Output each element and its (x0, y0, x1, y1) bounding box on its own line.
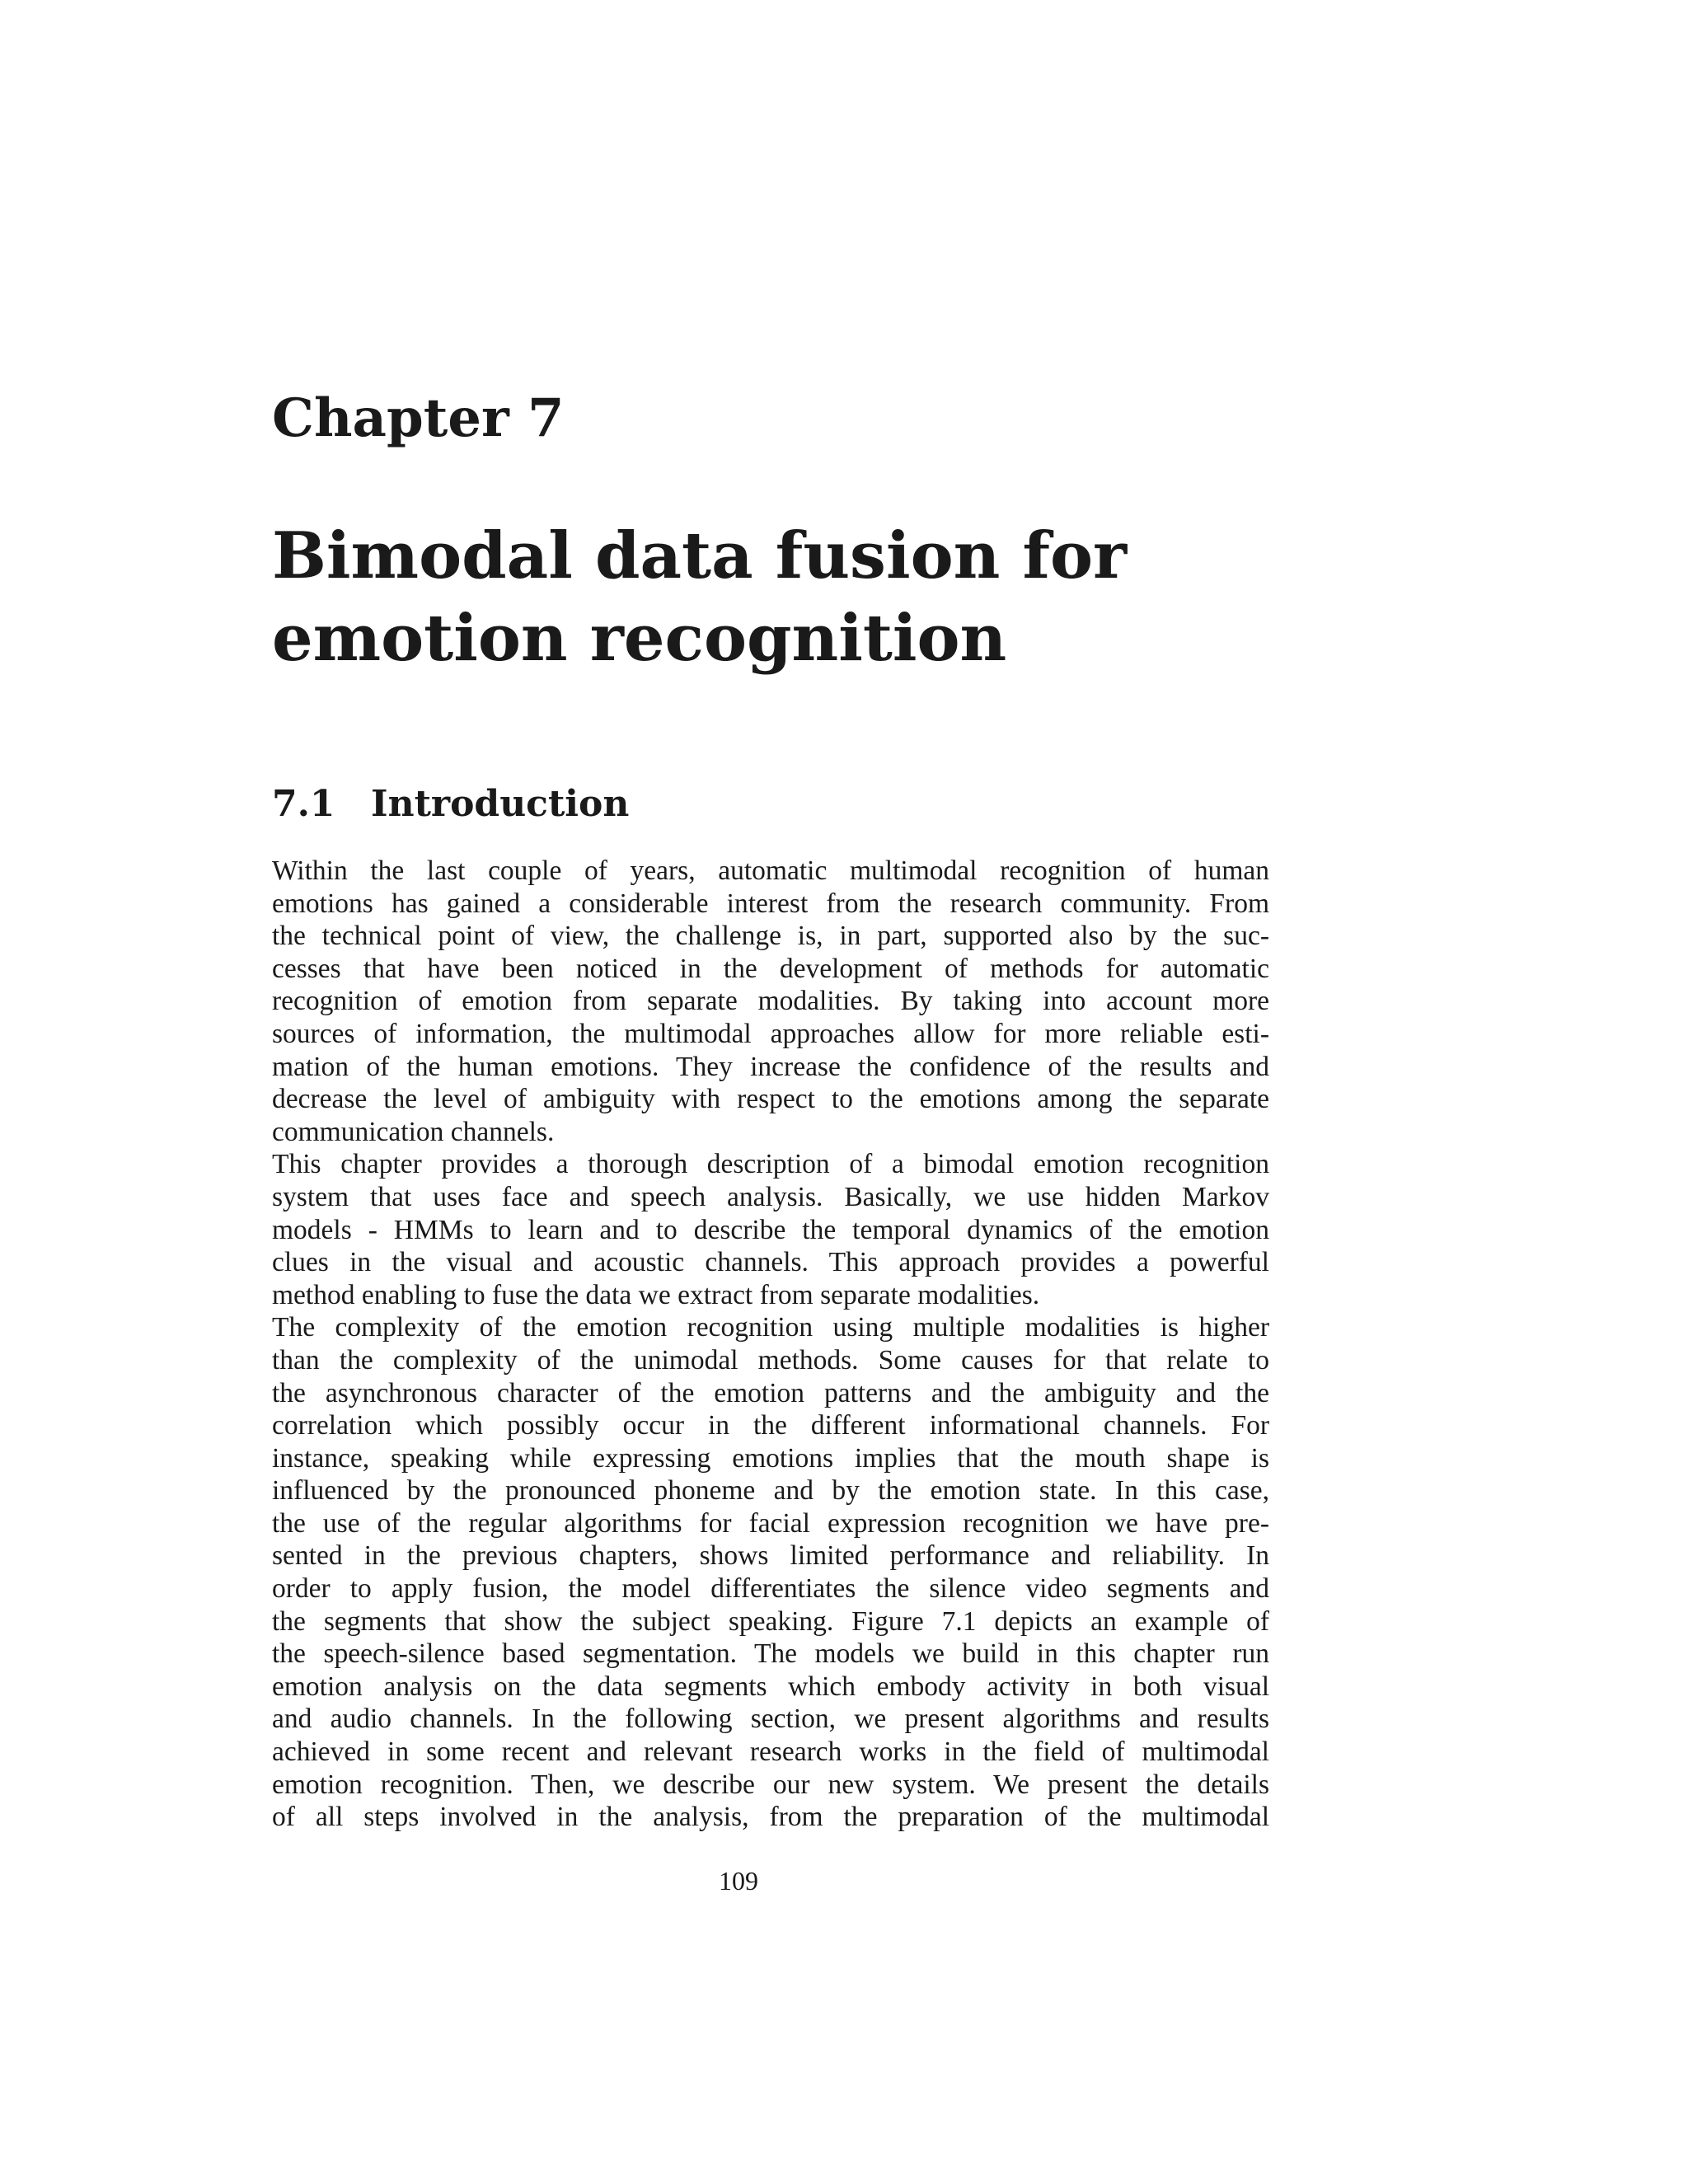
text-line: the segments that show the subject speaking. Figure 7.1 depicts an example of (272, 1605, 1269, 1637)
text-line: influenced by the pronounced phoneme and by the emotion state. In this case, (272, 1475, 1269, 1507)
text-line: method enabling to fuse the data we extract from separate modalities. (272, 1279, 1040, 1310)
text-line: than the complexity of the unimodal methods. Some causes for that relate to (272, 1344, 1269, 1376)
text-line: emotion analysis on the data segments which embody activity in both visual (272, 1671, 1269, 1702)
text-line: cesses that have been noticed in the development of methods for automatic (272, 953, 1269, 984)
chapter-title-line: emotion recognition (272, 601, 1007, 676)
text-line: and audio channels. In the following section, we present algorithms and results (272, 1704, 1269, 1735)
text-line: emotions has gained a considerable interest from the research community. From (272, 888, 1269, 919)
text-line: the speech-silence based segmentation. The models we build in this chapter run (272, 1638, 1269, 1670)
text-line: the asynchronous character of the emotion patterns and the ambiguity and the (272, 1377, 1269, 1408)
text-line: achieved in some recent and relevant research works in the field of multimodal (272, 1736, 1269, 1768)
text-line: communication channels. (272, 1116, 555, 1147)
text-line: sented in the previous chapters, shows limited performance and reliability. In (272, 1540, 1269, 1572)
text-line: This chapter provides a thorough description of a bimodal emotion recognition (272, 1149, 1269, 1180)
chapter-title-line: Bimodal data fusion for (272, 518, 1128, 593)
text-line: clues in the visual and acoustic channels. This approach provides a powerful (272, 1247, 1269, 1278)
section-heading (272, 781, 629, 827)
text-line: The complexity of the emotion recognition using multiple modalities is higher (272, 1312, 1269, 1343)
text-line: recognition of emotion from separate modalities. By taking into account more (272, 986, 1269, 1017)
text-line: the use of the regular algorithms for facial expression recognition we have pre- (272, 1507, 1269, 1539)
body-text (272, 855, 1269, 1834)
chapter-title (272, 515, 1426, 680)
text-line: instance, speaking while expressing emotions implies that the mouth shape is (272, 1442, 1269, 1474)
section-number: 7.1 (272, 783, 335, 825)
page-number: 109 (719, 1866, 758, 1896)
text-line: correlation which possibly occur in the different informational channels. For (272, 1410, 1269, 1441)
text-line: sources of information, the multimodal approaches allow for more reliable esti- (272, 1018, 1269, 1049)
text-line: emotion recognition. Then, we describe our new system. We present the details (272, 1769, 1269, 1800)
text-line: the technical point of view, the challenge is, in part, supported also by the suc- (272, 921, 1269, 952)
text-line: of all steps involved in the analysis, from the preparation of the multimodal (272, 1802, 1269, 1833)
text-line: Within the last couple of years, automatic multimodal recognition of human (272, 855, 1269, 886)
text-line: system that uses face and speech analysis. Basically, we use hidden Markov (272, 1181, 1269, 1212)
text-line: models - HMMs to learn and to describe the temporal dynamics of the emotion (272, 1214, 1269, 1245)
section-title: Introduction (371, 783, 630, 825)
text-line: order to apply fusion, the model differentiates the silence video segments and (272, 1573, 1269, 1605)
text-line: mation of the human emotions. They increase the confidence of the results and (272, 1051, 1269, 1082)
chapter-label: Chapter 7 (272, 387, 565, 449)
text-line: decrease the level of ambiguity with respect to the emotions among the separate (272, 1084, 1269, 1115)
